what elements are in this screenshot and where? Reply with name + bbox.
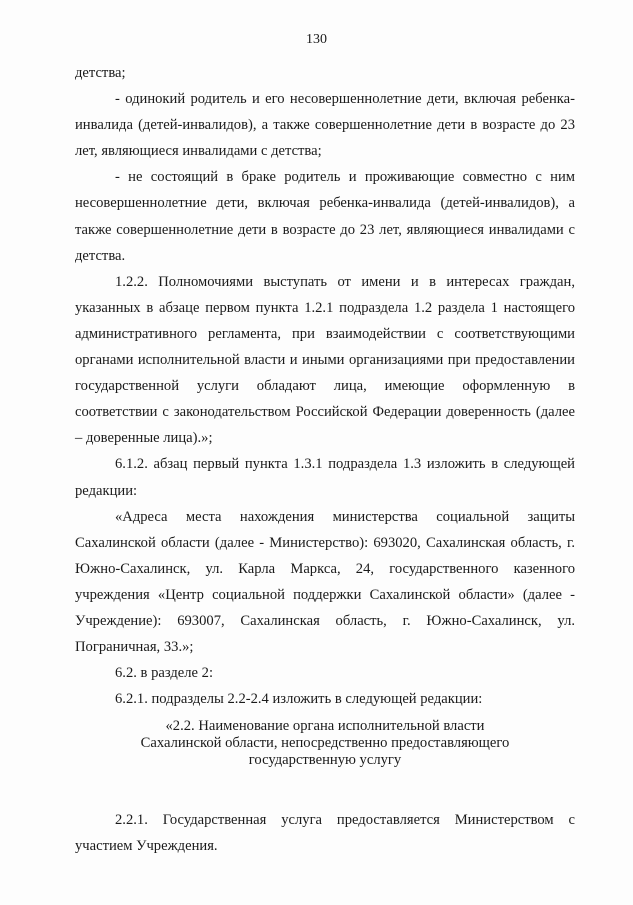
page-number: 130 (306, 32, 327, 47)
paragraph: 6.2. в разделе 2: (115, 665, 214, 682)
paragraph: 1.2.2. Полномочиями выступать от имени и в интересах граждан, указанных в абзаце первом пункта 1.2.1 подраздела 1.2 раздела 1 настоящего административного регламента, при взаимодействии с соответствующими органами исполнительной власти и иными организациями при предоставлении государственной услуги обладают лица, имеющие оформленную в соответствии с законодательством Российской Федерации доверенность (далее – доверенные лица).»; (75, 273, 575, 447)
section-heading (75, 718, 575, 769)
paragraph: 2.2.1. Государственная услуга предоставляется Министерством с участием Учреждения. (75, 812, 575, 855)
heading-line: «2.2. Наименование органа исполнительной власти (165, 718, 485, 735)
paragraph: - не состоящий в браке родитель и проживающие совместно с ним несовершеннолетние дети, включая ребенка-инвалида (детей-инвалидов), а также совершеннолетние дети в возрасте до 23 лет, являющиеся инвалидами с детства. (75, 169, 575, 264)
paragraph: «Адреса места нахождения министерства социальной защиты Сахалинской области (далее - Министерство): 693020, Сахалинская область, г. Южно-Сахалинск, ул. Карла Маркса, 24, государственного казенного учреждения «Центр социальной поддержки Сахалинской области» (далее - Учреждение): 693007, Сахалинская область, г. Южно-Сахалинск, ул. Пограничная, 33.»; (75, 508, 575, 656)
heading-line: государственную услугу (248, 752, 402, 769)
paragraph: - одинокий родитель и его несовершеннолетние дети, включая ребенка-инвалида (детей-инвалидов), а также совершеннолетние дети в возрасте до 23 лет, являющиеся инвалидами с детства; (75, 91, 575, 160)
paragraph: детства; (75, 65, 126, 81)
paragraph: 6.2.1. подразделы 2.2-2.4 изложить в следующей редакции: (115, 691, 483, 708)
heading-line: Сахалинской области, непосредственно предоставляющего (140, 735, 510, 752)
body-text (75, 60, 575, 860)
paragraphs-after (75, 807, 575, 859)
paragraphs-before (75, 60, 575, 712)
paragraph: 6.1.2. абзац первый пункта 1.3.1 подраздела 1.3 изложить в следующей редакции: (75, 456, 575, 499)
